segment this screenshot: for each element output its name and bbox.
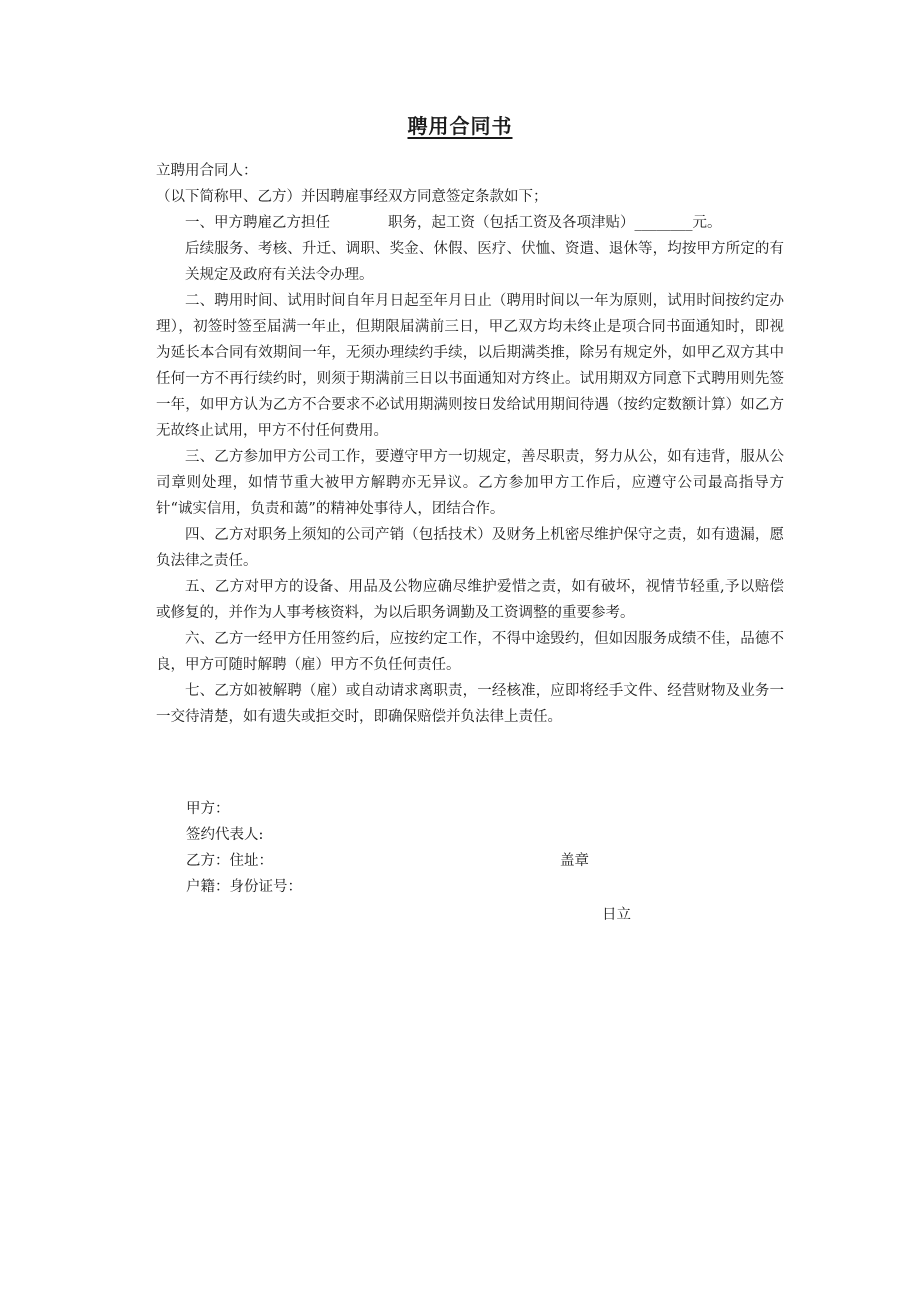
document-title [0,110,920,139]
clause-7: 七、乙方如被解聘（雇）或自动请求离职责，一经核准，应即将经手文件、经营财物及业务一一交待清楚，如有遗失或拒交时，即确保赔偿并负法律上责任。 [156,683,784,725]
party-a-label: 甲方： [186,801,230,817]
party-b-line [186,848,746,874]
clause-2: 二、聘用时间、试用时间自年月日起至年月日止（聘用时间以一年为原则，试用时间按约定办理），初签时签至届满一年止，但期限届满前三日，甲乙双方均未终止是项合同书面通知时，即视为延长本合同有效期间一年，无须办理续约手续，以后期满类推，除另有规定外，如甲乙双方其中任何一方不再行续约时，则须于期满前三日以书面通知对方终止。试用期双方同意下式聘用则先签一年，如甲方认为乙方不合要求不必试用期满则按日发给试用期间待遇（按约定数额计算）如乙方无故终止试用，甲方不付任何费用。 [156,293,784,439]
clause-5: 五、乙方对甲方的设备、用品及公物应确尽维护爱惜之责，如有破坏，视情节轻重,予以赔偿或修复的，并作为人事考核资料，为以后职务调勤及工资调整的重要参考。 [156,579,784,621]
party-b-address-label: 乙方：住址： [186,853,273,869]
representative-label: 签约代表人: [186,827,264,843]
intro-line-2: （以下简称甲、乙方）并因聘雇事经双方同意签定条款如下； [156,189,548,205]
household-id-label: 户籍：身份证号： [186,879,302,895]
clause-1-line-2: 后续服务、考核、升迁、调职、奖金、休假、医疗、伏恤、资遣、退休等，均按甲方所定的有关规定及政府有关法令办理。 [185,241,784,283]
document-title-text: 聘用合同书 [407,114,513,138]
clause-6: 六、乙方一经甲方任用签约后，应按约定工作，不得中途毁约，但如因服务成绩不佳，品德不良，甲方可随时解聘（雇）甲方不负任何责任。 [156,631,784,673]
clause-3: 三、乙方参加甲方公司工作，要遵守甲方一切规定，善尽职责，努力从公，如有违背，服从公司章则处理，如情节重大被甲方解聘亦无异议。乙方参加甲方工作后，应遵守公司最高指导方针“诚实信用，负责和蔼”的精神处事待人，团结合作。 [156,449,784,517]
signature-block [186,796,746,900]
household-line [186,874,746,900]
contract-body [156,158,784,730]
clause-4: 四、乙方对职务上须知的公司产销（包括技术）及财务上机密尽维护保守之责，如有遗漏，愿负法律之责任。 [156,527,784,569]
party-a-line [186,796,746,822]
seal-label: 盖章 [560,853,589,869]
clause-1-line-1: 一、甲方聘雇乙方担任 职务，起工资（包括工资及各项津贴）________元。 [185,215,722,231]
date-label: 日立 [602,907,631,923]
representative-line [186,822,746,848]
intro-line-1: 立聘用合同人： [156,163,258,179]
